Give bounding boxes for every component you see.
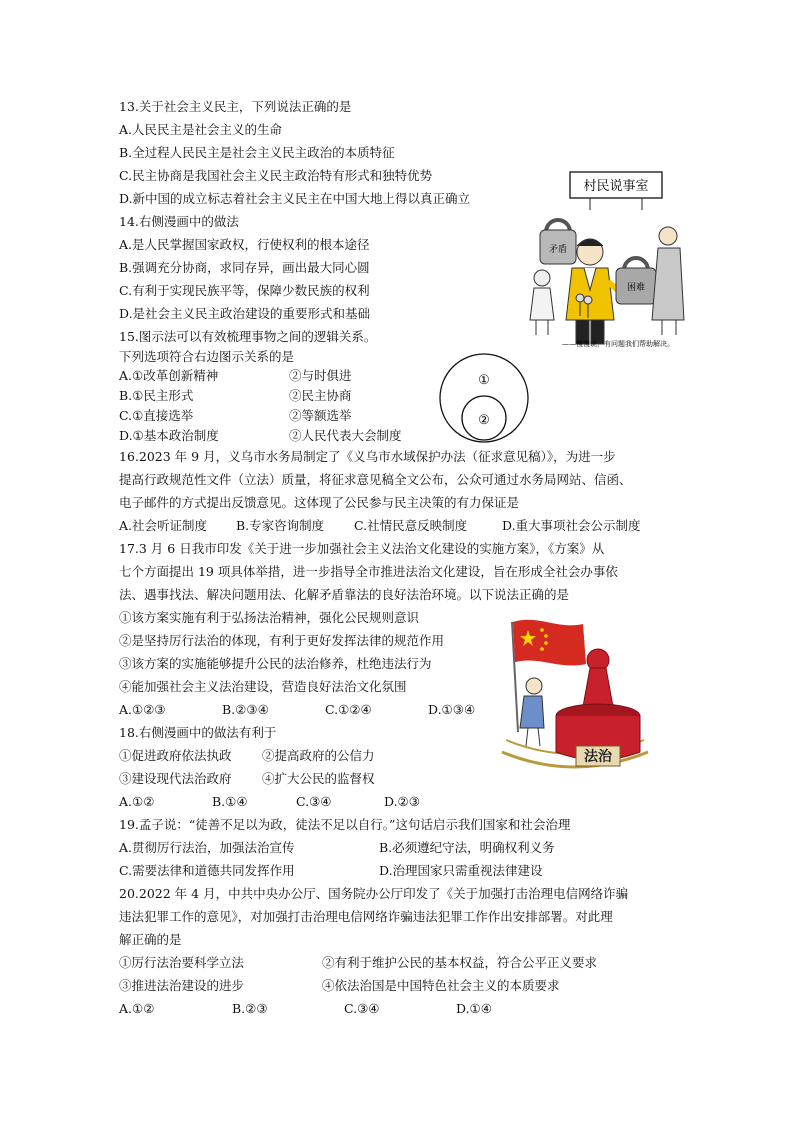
- q20-option-b: B.②③: [232, 1001, 268, 1016]
- q16-line-2: 提高行政规范性文件（立法）质量，将征求意见稿全文公布，公众可通过水务局网站、信函、: [119, 472, 632, 487]
- red-seal: [556, 649, 640, 760]
- q18-option-c: C.③④: [296, 794, 332, 809]
- q19-stem: 19.孟子说：“徒善不足以为政，徒法不足以自行。”这句话启示我们国家和社会治理: [119, 817, 571, 832]
- q16-line-3: 电子邮件的方式提出反馈意见。这体现了公民参与民主决策的有力保证是: [119, 495, 520, 510]
- q15-option-c-right: ②等额选举: [289, 408, 352, 423]
- q16-option-b: B.专家咨询制度: [236, 518, 325, 533]
- q17-line-1: 17.3 月 6 日我市印发《关于进一步加强社会主义法治文化建设的实施方案》，《方案》从: [119, 541, 605, 556]
- right-lock-label: 困难: [626, 283, 646, 293]
- rule-of-law-cartoon: [498, 612, 650, 780]
- q18-statement-2: ②提高政府的公信力: [262, 748, 375, 763]
- right-padlock: [616, 258, 656, 304]
- q20-line-3: 解正确的是: [119, 932, 182, 947]
- q16-line-1: 16.2023 年 9 月，义乌市水务局制定了《义乌市水域保护办法（征求意见稿）》，为进一步: [119, 449, 616, 464]
- q18-statement-1: ①促进政府依法执政: [119, 748, 232, 763]
- old-man-figure: [652, 227, 684, 335]
- q15-stem: 15.图示法可以有效梳理事物之间的逻辑关系。: [119, 329, 377, 344]
- q19-option-c: C.需要法律和道德共同发挥作用: [119, 863, 295, 878]
- q20-option-d: D.①④: [456, 1001, 492, 1016]
- q15-option-a-left: A.①改革创新精神: [119, 368, 219, 383]
- q15-option-a-right: ②与时俱进: [289, 368, 352, 383]
- q14-option-a: A.是人民掌握国家政权，行使权利的根本途径: [119, 237, 370, 252]
- q20-line-2: 违法犯罪工作的意见》，对加强打击治理电信网络诈骗违法犯罪工作作出安排部署。对此理: [119, 909, 613, 924]
- q20-option-a: A.①②: [119, 1001, 155, 1016]
- flag-small-star: [544, 641, 548, 645]
- q17-statement-2: ②是坚持厉行法治的体现，有利于更好发挥法律的规范作用: [119, 633, 445, 648]
- q20-statement-4: ④依法治国是中国特色社会主义的本质要求: [322, 978, 560, 993]
- q15-option-c-left: C.①直接选举: [119, 408, 194, 423]
- q13-option-c: C.民主协商是我国社会主义民主政治特有形式和独特优势: [119, 168, 433, 183]
- q13-stem: 13.关于社会主义民主，下列说法正确的是: [119, 99, 352, 114]
- q13-option-d: D.新中国的成立标志着社会主义民主在中国大地上得以真正确立: [119, 191, 471, 206]
- q14-stem: 14.右侧漫画中的做法: [119, 214, 239, 229]
- q18-option-d: D.②③: [384, 794, 420, 809]
- q17-option-c: C.①②④: [325, 702, 372, 717]
- q20-option-c: C.③④: [344, 1001, 380, 1016]
- q15-option-d-right: ②人民代表大会制度: [289, 428, 402, 443]
- flag-small-star: [540, 628, 544, 632]
- q19-option-a: A.贯彻厉行法治，加强法治宣传: [119, 840, 295, 855]
- q13-option-b: B.全过程人民民主是社会主义民主政治的本质特征: [119, 145, 395, 160]
- flag-small-star: [544, 634, 548, 638]
- china-flag: [513, 620, 586, 666]
- q20-line-1: 20.2022 年 4 月，中共中央办公厅、国务院办公厅印发了《关于加强打击治理电信网络诈骗: [119, 886, 629, 901]
- q17-option-d: D.①③④: [428, 702, 476, 717]
- q16-option-a: A.社会听证制度: [119, 518, 208, 533]
- q13-option-a: A.人民民主是社会主义的生命: [119, 122, 283, 137]
- q16-option-d: D.重大事项社会公示制度: [502, 518, 641, 533]
- q20-statement-2: ②有利于维护公民的基本权益，符合公平正义要求: [322, 955, 598, 970]
- q20-statement-1: ①厉行法治要科学立法: [119, 955, 245, 970]
- seal-label: 法治: [584, 749, 612, 765]
- q15-stem-2: 下列选项符合右边图示关系的是: [119, 349, 295, 364]
- q15-option-d-left: D.①基本政治制度: [119, 428, 219, 443]
- set-diagram: [438, 352, 530, 444]
- cartoon-caption: ——慢慢说，有问题我们帮助解决。: [562, 340, 674, 348]
- official-figure: [520, 678, 544, 746]
- flag-small-star: [540, 647, 544, 651]
- q18-statement-4: ④扩大公民的监督权: [262, 771, 375, 786]
- cartoon-sign-text: 村民说事室: [583, 179, 649, 194]
- q19-option-d: D.治理国家只需重视法律建设: [379, 863, 543, 878]
- q18-statement-3: ③建设现代法治政府: [119, 771, 232, 786]
- q17-line-2: 七个方面提出 19 项具体举措，进一步指导全市推进法治文化建设，旨在形成全社会办事依: [119, 564, 618, 579]
- outer-circle-label: ①: [478, 373, 490, 388]
- q19-option-b: B.必须遵纪守法，明确权利义务: [379, 840, 555, 855]
- left-lock-label: 矛盾: [548, 245, 568, 255]
- left-padlock: [540, 220, 576, 264]
- q15-option-b-right: ②民主协商: [289, 388, 352, 403]
- q15-option-b-left: B.①民主形式: [119, 388, 194, 403]
- q20-statement-3: ③推进法治建设的进步: [119, 978, 245, 993]
- q17-option-a: A.①②③: [119, 702, 166, 717]
- inner-circle-label: ②: [478, 413, 490, 428]
- q14-option-b: B.强调充分协商，求同存异，画出最大同心圆: [119, 260, 370, 275]
- q17-line-3: 法、遇事找法、解决问题用法、化解矛盾靠法的良好法治环境。以下说法正确的是: [119, 587, 570, 602]
- q14-option-c: C.有利于实现民族平等，保障少数民族的权利: [119, 283, 370, 298]
- q17-statement-4: ④能加强社会主义法治建设，营造良好法治文化氛围: [119, 679, 407, 694]
- q18-stem: 18.右侧漫画中的做法有利于: [119, 725, 277, 740]
- q16-option-c: C.社情民意反映制度: [354, 518, 468, 533]
- q18-option-a: A.①②: [119, 794, 155, 809]
- q14-option-d: D.是社会主义民主政治建设的重要形式和基础: [119, 306, 371, 321]
- village-council-cartoon: [520, 170, 690, 348]
- outer-circle: [440, 354, 528, 442]
- woman-figure: [530, 270, 554, 335]
- q17-option-b: B.②③④: [222, 702, 269, 717]
- q17-statement-3: ③该方案的实施能够提升公民的法治修养，杜绝违法行为: [119, 656, 432, 671]
- q18-option-b: B.①④: [212, 794, 248, 809]
- q17-statement-1: ①该方案实施有利于弘扬法治精神，强化公民规则意识: [119, 610, 420, 625]
